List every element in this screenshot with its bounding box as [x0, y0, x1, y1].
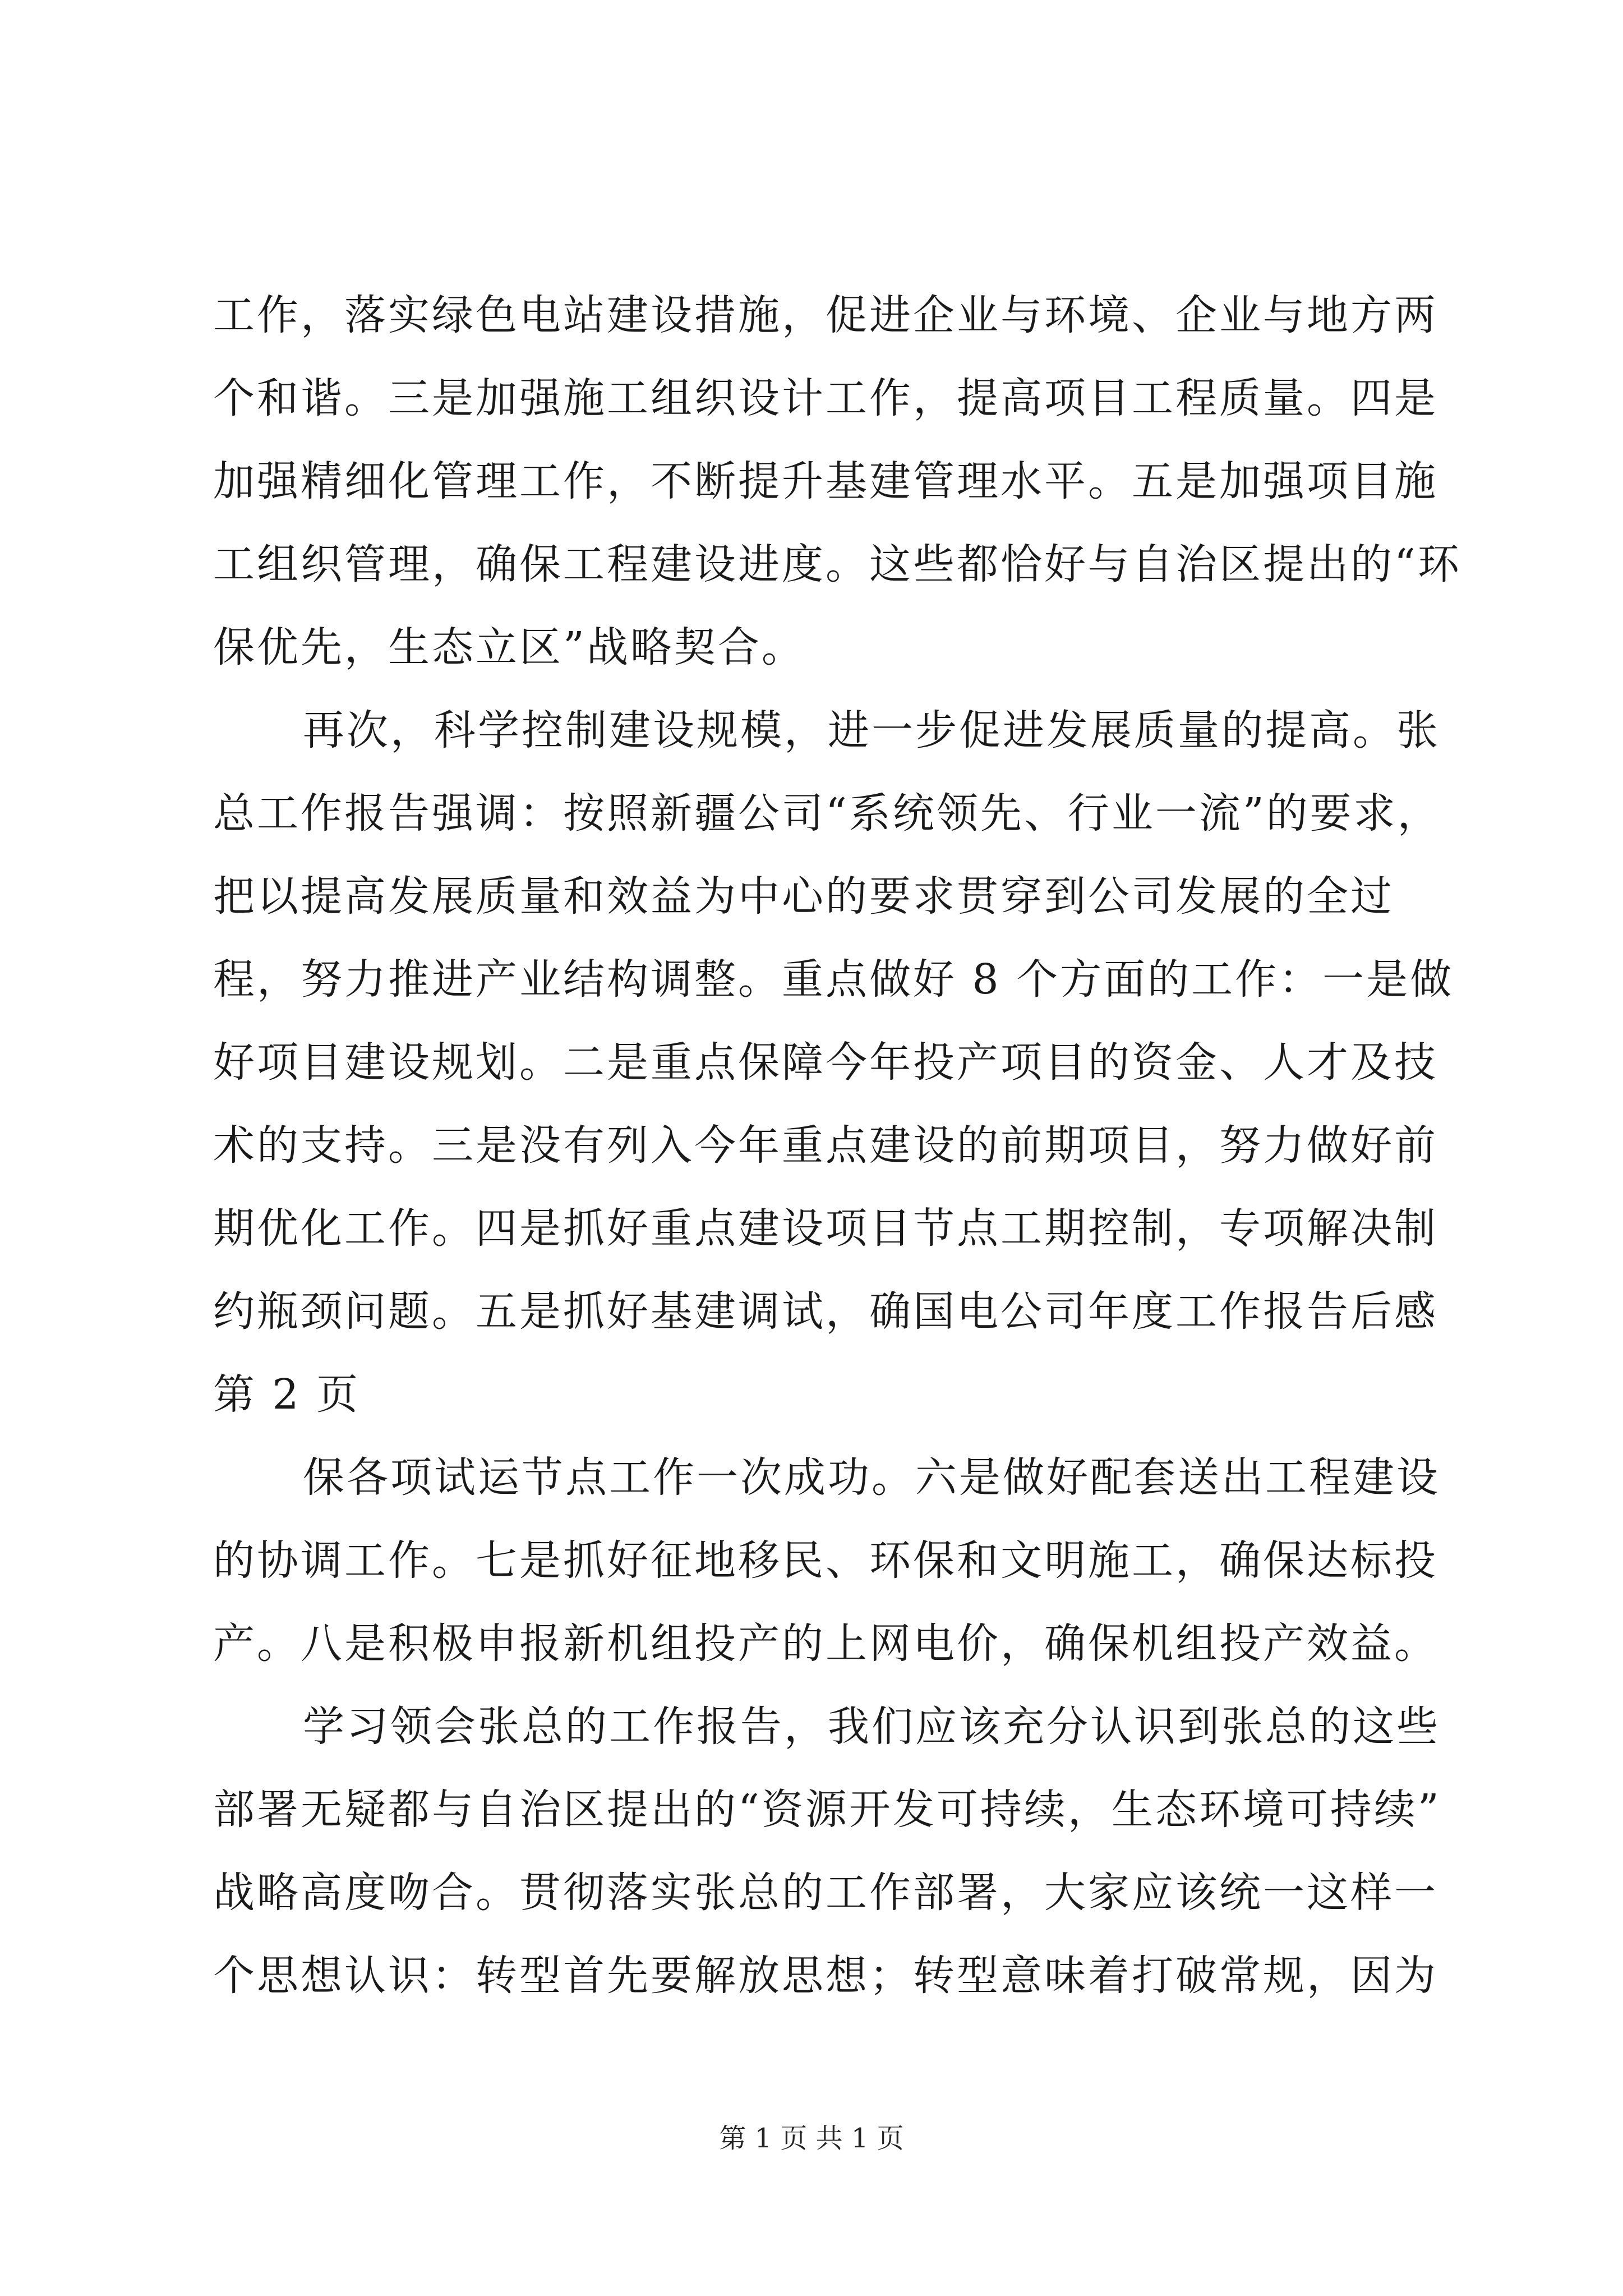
page-footer: 第 1 页 共 1 页: [719, 2123, 904, 2154]
text-line: 产。八是积极申报新机组投产的上网电价，确保机组投产效益。: [213, 1619, 1438, 1668]
inline-page-marker: 第 2 页: [213, 1370, 361, 1419]
text-line: 好项目建设规划。二是重点保障今年投产项目的资金、人才及技: [213, 1038, 1438, 1087]
text-line-paragraph-start: 学习领会张总的工作报告，我们应该充分认识到张总的这些: [303, 1703, 1440, 1751]
text-line: 个和谐。三是加强施工组织设计工作，提高项目工程质量。四是: [213, 374, 1438, 422]
text-line: 保优先，生态立区”战略契合。: [213, 623, 805, 671]
text-line: 把以提高发展质量和效益为中心的要求贯穿到公司发展的全过: [213, 872, 1394, 921]
text-line-paragraph-start: 保各项试运节点工作一次成功。六是做好配套送出工程建设: [303, 1453, 1440, 1502]
text-line: 的协调工作。七是抓好征地移民、环保和文明施工，确保达标投: [213, 1536, 1438, 1585]
text-line: 加强精细化管理工作，不断提升基建管理水平。五是加强项目施: [213, 457, 1438, 505]
text-line: 总工作报告强调：按照新疆公司“系统领先、行业一流”的要求，: [213, 789, 1441, 838]
text-line: 工作，落实绿色电站建设措施，促进企业与环境、企业与地方两: [213, 291, 1438, 339]
text-line: 部署无疑都与自治区提出的“资源开发可持续，生态环境可持续”: [213, 1786, 1441, 1834]
text-line-paragraph-start: 再次，科学控制建设规模，进一步促进发展质量的提高。张: [303, 706, 1440, 754]
text-line: 个思想认识：转型首先要解放思想；转型意味着打破常规，因为: [213, 1952, 1438, 2000]
text-line: 约瓶颈问题。五是抓好基建调试，确国电公司年度工作报告后感: [213, 1287, 1438, 1336]
text-line: 战略高度吻合。贯彻落实张总的工作部署，大家应该统一这样一: [213, 1869, 1438, 1917]
text-line: 程，努力推进产业结构调整。重点做好 8 个方面的工作：一是做: [213, 955, 1454, 1004]
text-line: 工组织管理，确保工程建设进度。这些都恰好与自治区提出的“环: [213, 540, 1461, 588]
document-body: [213, 274, 1461, 2017]
text-line: 术的支持。三是没有列入今年重点建设的前期项目，努力做好前: [213, 1121, 1438, 1170]
text-line: 期优化工作。四是抓好重点建设项目节点工期控制，专项解决制: [213, 1204, 1438, 1253]
